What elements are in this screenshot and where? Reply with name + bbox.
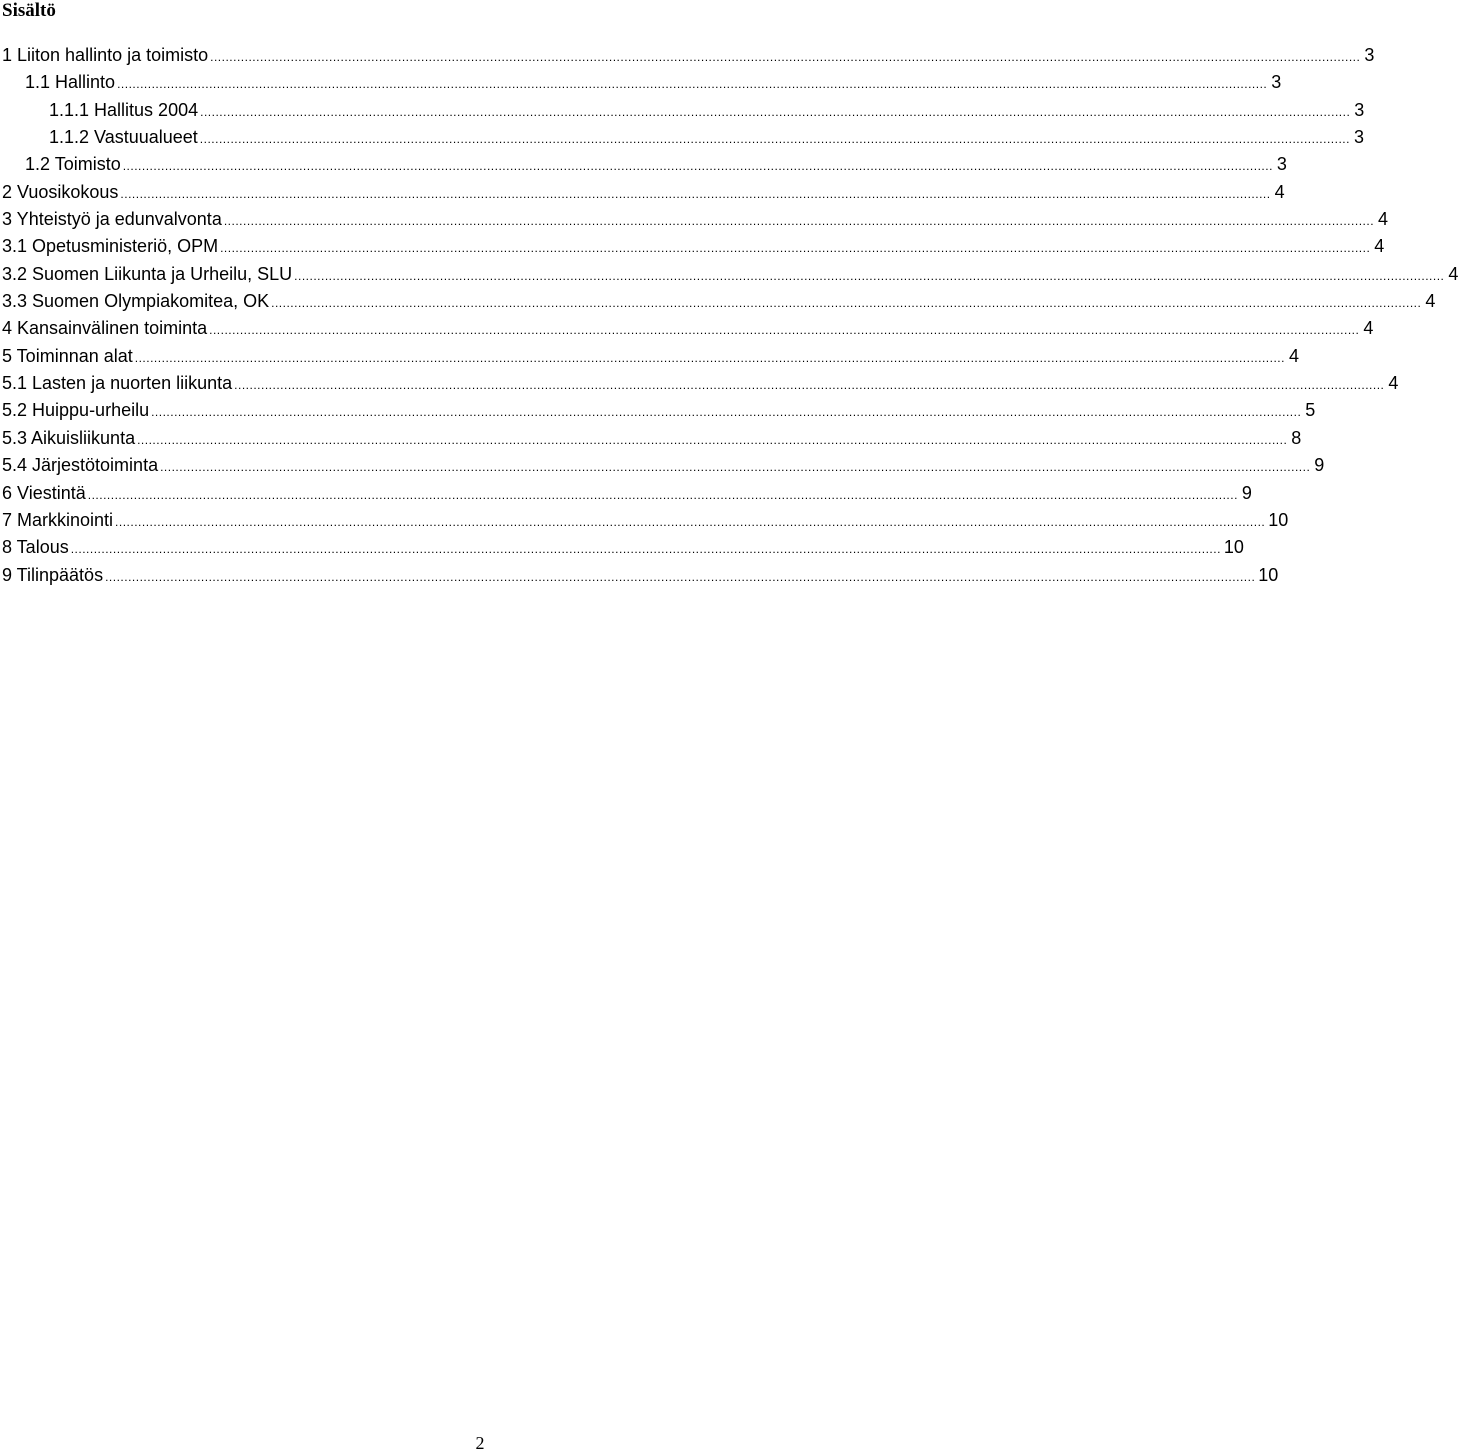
toc-entry-page: 10	[1268, 509, 1289, 530]
toc-dot-leader: ............................................................................................................................................................................................................................................................................................................	[105, 569, 1256, 584]
toc-entry-page: 5	[1305, 400, 1316, 421]
toc-entry[interactable]	[2, 480, 1252, 507]
toc-entry-title: 4 Kansainvälinen toiminta	[2, 318, 208, 339]
toc-entry[interactable]	[2, 124, 1364, 151]
toc-dot-leader: ............................................................................................................................................................................................................................................................................................................	[87, 487, 1238, 502]
toc-entry[interactable]	[2, 42, 1375, 69]
toc-entry[interactable]	[2, 397, 1316, 424]
toc-dot-leader: ............................................................................................................................................................................................................................................................................................................	[209, 323, 1360, 338]
toc-entry[interactable]	[2, 370, 1399, 397]
toc-dot-leader: ............................................................................................................................................................................................................................................................................................................	[134, 350, 1285, 365]
toc-entry[interactable]	[2, 562, 1279, 589]
toc-dot-leader: ............................................................................................................................................................................................................................................................................................................	[271, 296, 1422, 311]
toc-entry-page: 9	[1314, 455, 1325, 476]
toc-entry-page: 3	[1354, 99, 1365, 120]
toc-entry-title: 5.2 Huippu-urheilu	[2, 400, 150, 421]
toc-entry-title: 2 Vuosikokous	[2, 181, 119, 202]
toc-entry-page: 10	[1223, 537, 1244, 558]
table-of-contents	[2, 42, 1458, 589]
toc-entry-page: 4	[1374, 236, 1385, 257]
toc-entry-page: 4	[1378, 209, 1389, 230]
toc-dot-leader: ............................................................................................................................................................................................................................................................................................................	[199, 132, 1350, 147]
toc-dot-leader: ............................................................................................................................................................................................................................................................................................................	[220, 241, 1371, 256]
toc-dot-leader: ............................................................................................................................................................................................................................................................................................................	[151, 405, 1302, 420]
toc-entry[interactable]	[2, 151, 1287, 178]
toc-heading: Sisältö	[2, 0, 56, 21]
toc-entry-page: 10	[1258, 564, 1279, 585]
toc-entry-title: 3.3 Suomen Olympiakomitea, OK	[2, 291, 270, 312]
toc-entry[interactable]	[2, 452, 1325, 479]
toc-dot-leader: ............................................................................................................................................................................................................................................................................................................	[137, 432, 1288, 447]
toc-entry-page: 4	[1274, 181, 1285, 202]
toc-entry-title: 1.1.1 Hallitus 2004	[49, 99, 199, 120]
toc-dot-leader: ............................................................................................................................................................................................................................................................................................................	[234, 378, 1385, 393]
toc-entry[interactable]	[2, 534, 1244, 561]
toc-dot-leader: ............................................................................................................................................................................................................................................................................................................	[115, 514, 1266, 529]
toc-entry-page: 3	[1276, 154, 1287, 175]
toc-entry-page: 3	[1364, 45, 1375, 65]
toc-entry-title: 9 Tilinpäätös	[2, 564, 104, 585]
toc-entry-page: 4	[1448, 263, 1458, 284]
toc-entry[interactable]	[2, 343, 1299, 370]
toc-entry-page: 9	[1241, 482, 1252, 503]
toc-entry-title: 3.1 Opetusministeriö, OPM	[2, 236, 219, 257]
toc-entry[interactable]	[2, 288, 1436, 315]
toc-entry-page: 4	[1388, 373, 1399, 394]
toc-dot-leader: ............................................................................................................................................................................................................................................................................................................	[70, 542, 1221, 557]
toc-entry-title: 7 Markkinointi	[2, 509, 114, 530]
toc-entry-title: 1.2 Toimisto	[25, 154, 121, 175]
toc-entry[interactable]	[2, 233, 1385, 260]
toc-entry-page: 4	[1363, 318, 1374, 339]
toc-entry-title: 6 Viestintä	[2, 482, 86, 503]
toc-entry-title: 5.3 Aikuisliikunta	[2, 427, 136, 448]
toc-entry-title: 5.4 Järjestötoiminta	[2, 455, 159, 476]
toc-dot-leader: ............................................................................................................................................................................................................................................................................................................	[117, 77, 1268, 92]
toc-dot-leader: ............................................................................................................................................................................................................................................................................................................	[223, 214, 1375, 229]
toc-entry-page: 3	[1353, 127, 1364, 148]
toc-entry[interactable]	[2, 315, 1374, 342]
toc-entry-title: 8 Talous	[2, 537, 69, 558]
toc-entry[interactable]	[2, 425, 1302, 452]
page-number: 2	[475, 1433, 485, 1453]
toc-entry-title: 3 Yhteistyö ja edunvalvonta	[2, 209, 222, 230]
toc-entry-title: 5.1 Lasten ja nuorten liikunta	[2, 373, 233, 394]
toc-entry-page: 8	[1291, 427, 1302, 448]
toc-entry[interactable]	[2, 69, 1282, 96]
toc-entry-page: 4	[1425, 291, 1436, 312]
toc-dot-leader: ............................................................................................................................................................................................................................................................................................................	[210, 50, 1361, 64]
toc-entry-page: 3	[1271, 72, 1282, 93]
toc-entry[interactable]	[2, 206, 1389, 233]
toc-entry[interactable]	[2, 97, 1365, 124]
toc-dot-leader: ............................................................................................................................................................................................................................................................................................................	[120, 186, 1271, 201]
toc-entry-title: 1.1.2 Vastuualueet	[49, 127, 198, 148]
toc-entry[interactable]	[2, 507, 1289, 534]
toc-dot-leader: ............................................................................................................................................................................................................................................................................................................	[200, 104, 1351, 119]
toc-entry-title: 1.1 Hallinto	[25, 72, 116, 93]
toc-entry-title: 1 Liiton hallinto ja toimisto	[2, 45, 209, 65]
toc-entry-title: 3.2 Suomen Liikunta ja Urheilu, SLU	[2, 263, 293, 284]
toc-dot-leader: ............................................................................................................................................................................................................................................................................................................	[294, 268, 1445, 283]
toc-entry-title: 5 Toiminnan alat	[2, 345, 133, 366]
toc-dot-leader: ............................................................................................................................................................................................................................................................................................................	[122, 159, 1273, 174]
toc-entry[interactable]	[2, 179, 1285, 206]
toc-dot-leader: ............................................................................................................................................................................................................................................................................................................	[160, 460, 1311, 475]
toc-entry-page: 4	[1288, 345, 1299, 366]
toc-entry[interactable]	[2, 261, 1458, 288]
